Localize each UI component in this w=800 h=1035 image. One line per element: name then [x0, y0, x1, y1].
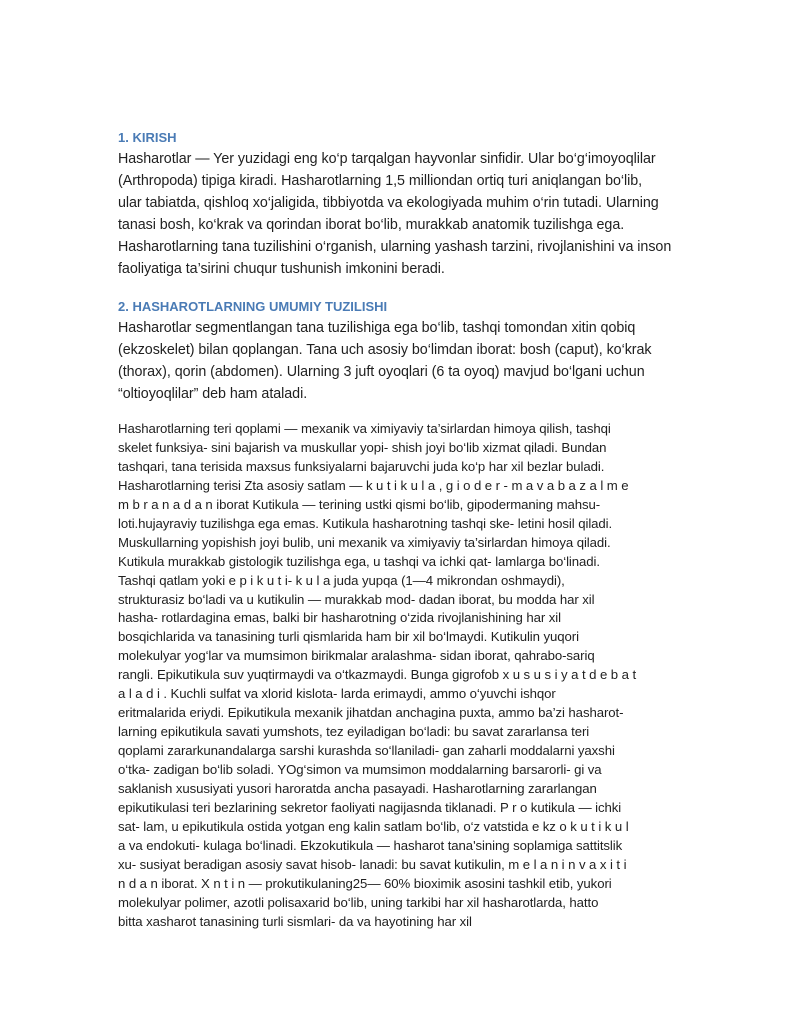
- text-line: faoliyatiga ta’sirini chuqur tushunish imkonini beradi.: [118, 261, 445, 278]
- text-line: ular tabiatda, qishloq xo‘jaligida, tibbiyotda va ekologiyada muhim o‘rin tutadi. Ularning: [118, 195, 659, 212]
- text-line: tanasi bosh, ko‘krak va qorindan iborat bo‘lib, murakkab anatomik tuzilishga ega.: [118, 217, 625, 234]
- text-line: eritmalarida eriydi. Epikutikula mexanik jihatdan anchagina puxta, ammo ba’zi hasharot-: [118, 705, 624, 721]
- text-line: Hasharotlarning tana tuzilishini o‘rganish, ularning yashash tarzini, rivojlanishini va inson: [118, 239, 672, 256]
- text-line: o‘tka- zadigan bo‘lib soladi. YOg‘simon va mumsimon moddalarning barsarorli- gi va: [118, 762, 602, 778]
- text-line: epikutikulasi teri bezlarining sekretor faoliyati nagijasnda tiklanadi. P r o kutikula — ichki: [118, 800, 622, 815]
- text-line: saklanish xususiyati yusori haroratda ancha pasayadi. Hasharotlarning zararlangan: [118, 781, 597, 797]
- text-line: loti.hujayraviy tuzilishga ega emas. Kutikula hasharotning tashqi ske- letini hosil qiladi.: [118, 515, 613, 531]
- text-line: (ekzoskelet) bilan qoplangan. Tana uch asosiy bo‘limdan iborat: bosh (caput), ko‘krak: [118, 341, 652, 358]
- text-line: hasha- rotlardagina emas, balki bir hasharotning o‘zida rivojlanishining har xil: [118, 610, 561, 626]
- text-line: molekulyar polimer, azotli polisaxarid bo‘lib, uning tarkibi har xil hasharotlarda, hatto: [118, 894, 599, 910]
- section-heading-general-structure: 2. HASHAROTLARNING UMUMIY TUZILISHI: [118, 298, 388, 314]
- text-line: bosqichlarida va tanasining turli qismlarida ham bir xil bo‘lmaydi. Kutikulin yuqori: [118, 629, 579, 645]
- text-line: a va endokuti- kulaga bo‘linadi. Ekzokutikula — hasharot tana'sining soplamiga sattitslik: [118, 837, 623, 853]
- text-line: n d a n iborat. X n t i n — prokutikulaning25— 60% bioximik asosini tashkil etib, yukori: [118, 875, 612, 891]
- general-structure-paragraph: [118, 317, 690, 405]
- text-line: qoplami zararkunandalarga sarshi kurashda so‘llaniladi- gan zaharli moddalarni yaxshi: [118, 743, 615, 759]
- text-line: bitta xasharot tanasining turli sismlari- da va hayotining har xil: [118, 913, 472, 929]
- text-line: larning epikutikula savati yumshots, tez eyiladigan bo‘ladi: bu savat zararlansa teri: [118, 724, 590, 740]
- body-paragraph-cuticle: [118, 420, 690, 932]
- text-line: Hasharotlar — Yer yuzidagi eng ko‘p tarqalgan hayvonlar sinfidir. Ular bo‘g‘imoyoqlilar: [118, 151, 656, 167]
- text-line: rangli. Epikutikula suv yuqtirmaydi va o‘tkazmaydi. Bunga gigrofob x u s u s i y a t d e b a t: [118, 667, 637, 683]
- text-line: tashqari, tana terisida maxsus funksiyalarni bajaruvchi juda ko‘p har xil bezlar buladi.: [118, 458, 605, 474]
- text-line: molekulyar yog‘lar va mumsimon birikmalar aralashma- sidan iborat, qahrabo-sariq: [118, 648, 595, 664]
- text-line: (Arthropoda) tipiga kiradi. Hasharotlarning 1,5 milliondan ortiq turi aniqlangan bo‘lib,: [118, 173, 643, 190]
- text-line: Hasharotlar segmentlangan tana tuzilishiga ega bo‘lib, tashqi tomondan xitin qobiq: [118, 319, 636, 336]
- text-line: “oltioyoqlilar” deb ham ataladi.: [118, 385, 308, 402]
- text-line: (thorax), qorin (abdomen). Ularning 3 juft oyoqlari (6 ta oyoq) mavjud bo‘lgani uchun: [118, 363, 645, 380]
- section-heading-introduction: 1. KIRISH: [118, 130, 177, 145]
- text-line: Hasharotlarning teri qoplami — mexanik va ximiyaviy ta’sirlardan himoya qilish, tashqi: [118, 420, 611, 436]
- text-line: skelet funksiya- sini bajarish va muskullar yopi- shish joyi bo‘lib xizmat qiladi. Bundan: [118, 439, 607, 455]
- text-line: xu- susiyat beradigan asosiy savat hisob- lanadi: bu savat kutikulin, m e l a n i n v a x i t i: [118, 856, 627, 872]
- text-line: sat- lam, u epikutikula ostida yotgan eng kalin satlam bo‘lib, o‘z vatstida e kz o k u t i k u l: [118, 818, 629, 834]
- text-line: m b r a n a d a n iborat Kutikula — terining ustki qismi bo‘lib, gipodermaning mahsu-: [118, 496, 601, 512]
- introduction-paragraph: [118, 148, 690, 281]
- document-page: [118, 128, 690, 932]
- text-line: Tashqi qatlam yoki e p i k u t i- k u l a juda yupqa (1—4 mikrondan oshmaydi),: [118, 572, 565, 588]
- text-line: Hasharotlarning terisi Zta asosiy satlam — k u t i k u l a , g i o d e r - m a v a b a z a l m e: [118, 477, 629, 493]
- text-line: a l a d i . Kuchli sulfat va xlorid kislota- larda erimaydi, ammo o‘yuvchi ishqor: [118, 686, 556, 702]
- text-line: Muskullarning yopishish joyi bulib, uni mexanik va ximiyaviy ta’sirlardan himoya qiladi.: [118, 534, 611, 550]
- text-line: Kutikula murakkab gistologik tuzilishga ega, u tashqi va ichki qat- lamlarga bo‘linadi.: [118, 553, 600, 569]
- text-line: strukturasiz bo‘ladi va u kutikulin — murakkab mod- dadan iborat, bu modda har xil: [118, 591, 595, 607]
